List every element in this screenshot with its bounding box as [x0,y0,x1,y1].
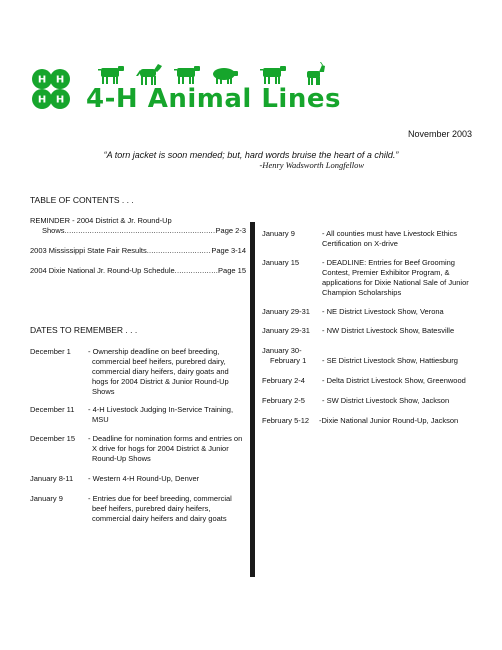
date-entry [30,494,246,524]
date-label: February 5-12 [262,416,310,425]
toc-item-label: 2003 Mississippi State Fair Results [30,246,147,255]
date-entry [262,326,480,336]
toc-leader [65,226,216,236]
svg-text:H: H [55,74,65,86]
date-entry [262,307,480,317]
date-text: - Deadline for nomination forms and entries on X drive for hogs for 2004 District & Junior Round-Up Shows [88,434,243,463]
date-text: - DEADLINE: Entries for Beef Grooming Contest, Premier Exhibitor Program, & applications for Dixie National Sale of Junior Champion Scholarships [322,258,469,297]
cow-icon [258,62,288,86]
date-label: January 8-11 [30,474,74,483]
date-label: January 9 [30,494,63,503]
date-label: January 9 [262,229,295,238]
date-entry [262,229,480,249]
goat-icon [302,62,328,86]
date-entry [262,346,480,356]
date-label: February 2-5 [262,396,305,405]
toc-item [30,266,246,276]
pig-icon [210,62,240,86]
date-text: - 4-H Livestock Judging In-Service Training, MSU [88,405,234,424]
date-label: January 29-31 [262,326,310,335]
date-entry [30,347,246,397]
date-text: - SW District Livestock Show, Jackson [322,396,450,405]
4h-clover-logo [26,64,76,114]
date-label: December 1 [30,347,71,356]
date-entry [30,405,246,425]
toc-item-page: Page 3-14 [211,246,246,255]
toc-item-label: 2004 Dixie National Jr. Round-Up Schedule [30,266,175,275]
toc-item [30,216,246,236]
date-label: January 30- [262,346,302,355]
toc-heading: TABLE OF CONTENTS . . . [30,195,134,205]
quote-attribution: -Henry Wadsworth Longfellow [259,160,364,170]
date-entry [262,416,480,426]
date-label: January 29-31 [262,307,310,316]
date-text: - Western 4-H Round-Up, Denver [88,474,200,483]
cow-icon [172,62,202,86]
toc-item [30,246,246,256]
svg-text:H: H [37,74,47,86]
date-entry [30,474,246,484]
date-entry [262,258,480,298]
date-text: -Dixie National Junior Round-Up, Jackson [319,416,459,425]
svg-text:H: H [55,94,65,106]
date-text: - Entries due for beef breeding, commercial beef heifers, purebred dairy heifers, commercial dairy heifers and dairy goats [88,494,232,523]
toc-item-page: Page 2-3 [215,226,246,235]
toc-leader [175,266,218,276]
svg-text:H: H [37,94,47,106]
toc-item-page: Page 15 [218,266,246,275]
date-text: - Ownership deadline on beef breeding, commercial beef heifers, purebred dairy, commercial diary heifers, dairy goats and hogs for 2004 District & Junior Round-Up Shows [88,347,229,396]
toc-leader [147,246,212,256]
date-label: January 15 [262,258,300,267]
date-entry [262,376,480,386]
date-text: - NE District Livestock Show, Verona [322,307,444,316]
toc-item-line1: REMINDER - 2004 District & Jr. Round-Up [30,216,172,225]
date-text: - Delta District Livestock Show, Greenwood [322,376,466,385]
page-title: 4-H Animal Lines [86,84,341,114]
column-divider [250,222,255,577]
date-text: - All counties must have Livestock Ethics Certification on X-drive [322,229,458,248]
cow-icon [96,62,126,86]
dates-heading: DATES TO REMEMBER . . . [30,325,138,335]
date-label: February 1 [270,356,307,365]
toc-item-label: Shows [42,226,65,235]
date-label: December 15 [30,434,76,443]
date-label: December 11 [30,405,75,414]
quote: “A torn jacket is soon mended; but, hard words bruise the heart of a child.” [103,150,399,160]
date-text: - SE District Livestock Show, Hattiesburg [322,356,458,365]
date-entry [262,356,480,366]
date-entry [262,396,480,406]
date-text: - NW District Livestock Show, Batesville [322,326,455,335]
horse-icon [134,62,164,86]
issue-date: November 2003 [407,129,472,139]
date-entry [30,434,246,464]
date-label: February 2-4 [262,376,305,385]
